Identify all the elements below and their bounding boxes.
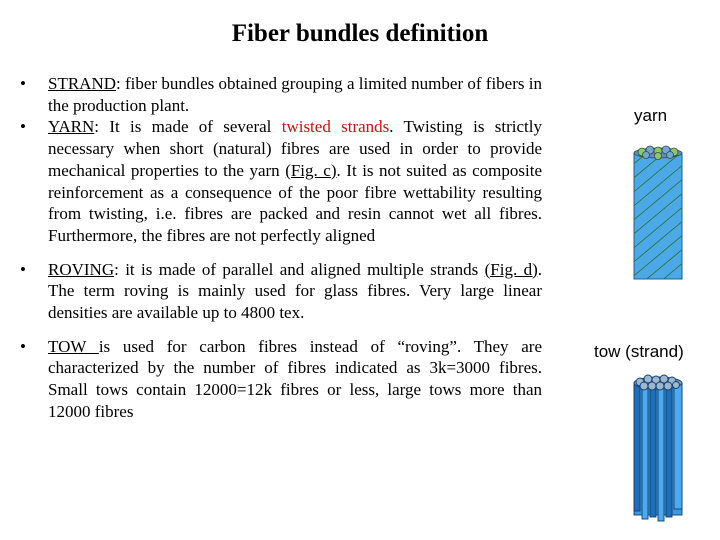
tow-label: tow (strand)	[594, 342, 684, 361]
bullet-yarn	[20, 116, 542, 246]
term-tow: TOW	[48, 336, 99, 356]
term-roving: ROVING	[48, 259, 115, 279]
term-yarn: YARN	[48, 117, 95, 137]
twisted-strands-highlight: twisted strands	[281, 117, 390, 137]
fig-c-ref: (Fig. c)	[285, 160, 337, 180]
yarn-text-mid: . Twisting is strictly necessary when short (natural) fibres are used in order to provide mechanical properties to the yarn	[48, 117, 542, 180]
term-strand: STRAND	[48, 74, 117, 93]
tow-text: is used for carbon fibres instead of “roving”. They are characterized by the number of fibres indicated as 3k=3000 fibres. Small tows contain 12000=12k fibres or less, large tows more than 12000 fibres	[48, 336, 543, 421]
bullet-dot: •	[20, 74, 26, 93]
roving-text-before: : it is made of parallel and aligned multiple strands	[114, 259, 485, 279]
yarn-text-before: : It is made of several	[94, 117, 282, 137]
yarn-label: yarn	[634, 106, 668, 125]
yarn-text-after: . It is not suited as composite reinforcement as a consequence of the poor fibre wettability resulting from twisting, i.e. fibres are packed and resin cannot wet all fibres. Furthermore, the fibres are not perfectly aligned	[48, 160, 542, 245]
fig-d-ref: (Fig. d)	[484, 259, 538, 279]
bullet-tow	[20, 336, 542, 423]
bullet-dot: •	[20, 259, 26, 279]
tow-illustration	[628, 373, 688, 523]
bullet-roving	[20, 259, 542, 324]
strand-text: : fiber bundles obtained grouping a limited number of fibers in the production plant.	[48, 74, 542, 115]
bullet-strand	[20, 73, 542, 116]
page-title: Fiber bundles definition	[231, 20, 489, 47]
bullet-list	[20, 73, 542, 423]
bullet-dot: •	[20, 336, 26, 356]
bullet-dot: •	[20, 117, 26, 137]
roving-text-after: . The term roving is mainly used for glass fibres. Very large linear densities are available up to 4800 tex.	[48, 259, 543, 323]
yarn-illustration	[628, 143, 688, 283]
